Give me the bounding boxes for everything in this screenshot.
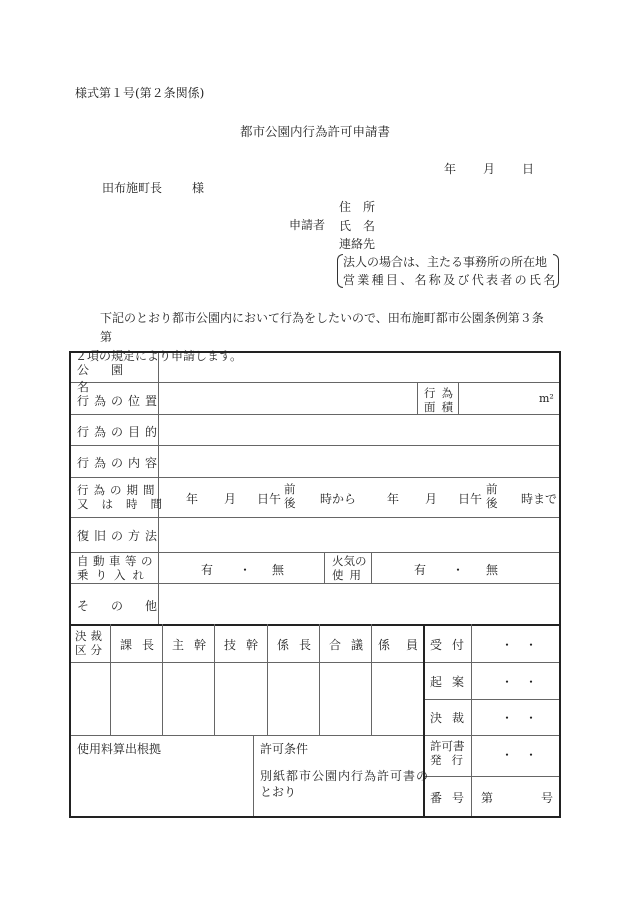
location-label: 行為の位置 [77, 394, 163, 408]
vehicle-yes[interactable]: 有 [201, 563, 214, 577]
addressee-honorific: 様 [192, 181, 205, 195]
period-label: 行為の期間 又は時間 [77, 483, 175, 511]
number-label: 番号 [430, 791, 475, 805]
purpose-label: 行為の目的 [77, 425, 163, 439]
number-prefix: 第 [481, 791, 494, 805]
permit-conditions-text-2: とおり [260, 785, 297, 799]
fire-no[interactable]: 無 [486, 563, 499, 577]
restoration-label: 復旧の方法 [77, 529, 163, 543]
corporate-note-line1: 法人の場合は、主たる事務所の所在地 [343, 255, 548, 269]
col-subsection-chief: 係長 [277, 638, 322, 652]
decided-date[interactable]: ・ ・ [501, 711, 538, 725]
park-name-field[interactable] [159, 353, 559, 382]
received-label: 受付 [430, 638, 475, 652]
col-staff: 係員 [378, 638, 435, 652]
content-field[interactable] [159, 446, 559, 477]
approval-stamp-technical-officer[interactable] [215, 663, 267, 735]
date-month: 月 [482, 162, 495, 176]
fire-label: 火気の 使用 [332, 554, 367, 582]
vehicle-no[interactable]: 無 [272, 563, 285, 577]
permit-number-field[interactable] [496, 781, 536, 811]
application-table [69, 351, 561, 818]
applicant-label: 申請者 [289, 218, 326, 232]
number-suffix: 号 [541, 791, 554, 805]
fee-basis-label: 使用料算出根拠 [77, 742, 162, 756]
period-field[interactable]: 年 月 日午 前 後 時から 年 月 日午 前 後 時まで [186, 482, 558, 510]
restoration-field[interactable] [159, 518, 559, 552]
approval-stamp-subsection-chief[interactable] [268, 663, 319, 735]
fire-field[interactable]: 有 ・ 無 [414, 563, 499, 577]
permit-issue-date[interactable]: ・ ・ [501, 748, 538, 762]
approval-stamp-consultation[interactable] [320, 663, 371, 735]
drafted-label: 起案 [430, 675, 475, 689]
area-unit: m² [539, 392, 554, 405]
approval-category-label: 決裁 区分 [75, 629, 106, 657]
approval-stamp-chief-officer[interactable] [163, 663, 214, 735]
form-number: 様式第１号(第２条関係) [75, 86, 205, 100]
corporate-note [337, 253, 559, 289]
park-name-label: 公園名 [77, 363, 146, 394]
other-label: その他 [77, 599, 180, 613]
applicant-name-label: 氏 名 [339, 218, 376, 233]
corporate-note-line2: 営業種目、名称及び代表者の氏名 [343, 273, 558, 287]
drafted-date[interactable]: ・ ・ [501, 675, 538, 689]
col-technical-officer: 技幹 [224, 638, 269, 652]
vehicle-label: 自動車等の 乗り入れ [77, 554, 157, 582]
decided-label: 決裁 [430, 711, 475, 725]
intro-line2: ２項の規定により申請します。 [75, 349, 243, 363]
purpose-field[interactable] [159, 415, 559, 445]
approval-stamp-section-chief[interactable] [111, 663, 162, 735]
intro-line1: 下記のとおり都市公園内において行為をしたいので、田布施町都市公園条例第３条第 [100, 311, 544, 344]
fee-basis-field[interactable] [71, 736, 253, 816]
col-consultation: 合議 [329, 638, 374, 652]
vehicle-field[interactable]: 有 ・ 無 [201, 563, 285, 577]
applicant-address-label: 住 所 [339, 200, 376, 214]
permit-conditions-text-1: 別紙都市公園内行為許可書の [260, 769, 430, 783]
fire-yes[interactable]: 有 [414, 563, 427, 577]
date-year: 年 [444, 162, 457, 176]
addressee-name: 田布施町長 [102, 181, 163, 195]
col-chief-officer: 主幹 [172, 638, 217, 652]
location-field[interactable] [159, 383, 417, 414]
date-day: 日 [521, 162, 534, 176]
date-line [444, 160, 534, 177]
permit-conditions-label: 許可条件 [260, 742, 309, 756]
received-date[interactable]: ・ ・ [501, 638, 538, 652]
permit-issue-label: 許可書 発行 [430, 739, 473, 767]
applicant-contact-label: 連絡先 [339, 237, 376, 251]
other-field[interactable] [159, 584, 559, 624]
col-section-chief: 課長 [120, 638, 165, 652]
area-label: 行為 面積 [424, 386, 459, 414]
addressee [102, 179, 204, 196]
approval-stamp-category[interactable] [71, 663, 110, 735]
approval-stamp-staff[interactable] [372, 663, 423, 735]
content-label: 行為の内容 [77, 456, 163, 470]
document-title: 都市公園内行為許可申請書 [239, 124, 390, 139]
